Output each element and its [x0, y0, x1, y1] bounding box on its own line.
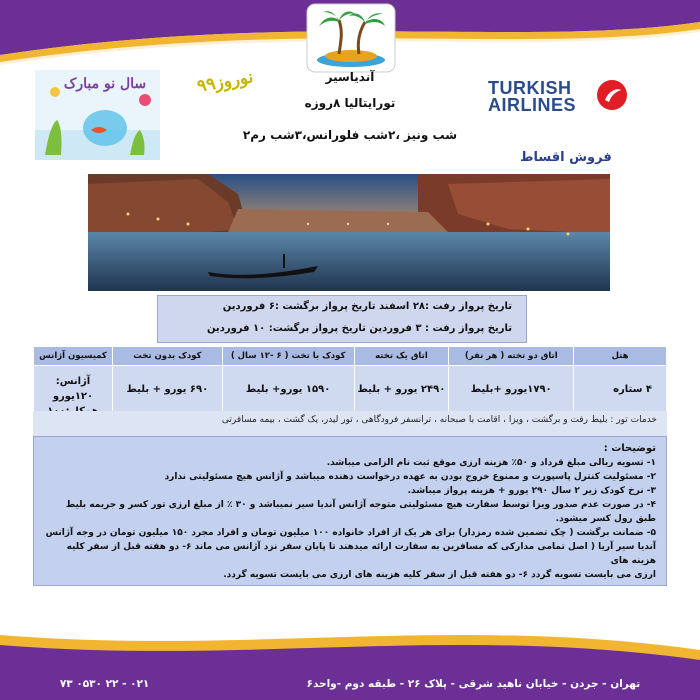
- airline-name: [488, 80, 576, 114]
- note-line-4: ۴- در صورت عدم صدور ویزا توسط سفارت هیچ مسئولیتی متوجه آژانس آندیا سیر نمیباشد و ۳۰ ٪ از مبلغ ارزی تور کسر و جریمه بلیط طبق رول کسر میشود.: [65, 500, 656, 524]
- cell-child-bed-price: ۱۵۹۰ یورو+ بلیط: [222, 366, 354, 435]
- note-line-1: ۱- تسویه ریالی مبلغ قرداد و ۵۰٪ هزینه ارزی موقع ثبت نام الزامی میباشد.: [326, 458, 656, 468]
- tour-route: ۲شب ونیز ،۲شب فلورانس،۳شب رم: [242, 128, 458, 142]
- flight-date-line-2: تاریخ پرواز رفت : ۳ فروردین تاریخ پرواز برگشت: ۱۰ فروردین: [206, 323, 512, 334]
- commission-agency: آژانس: ۱۲۰یورو: [52, 376, 94, 402]
- header-double-room: اتاق دو تخته ( هر نفر): [449, 347, 574, 366]
- note-line-2: ۲- مسئولیت کنترل پاسپورت و ممنوع خروج بودن به عهده درخواست دهنده میباشد و آژانس هیچ مسئولیتی ندارد: [164, 472, 656, 482]
- agency-palm-logo: [305, 2, 397, 74]
- header-single-room: اتاق یک تخته: [354, 347, 449, 366]
- cell-child-no-bed-price: ۶۹۰ یورو + بلیط: [112, 366, 222, 435]
- cell-single-price: ۲۴۹۰ یورو + بلیط: [354, 366, 449, 435]
- note-line-3: ۳- نرخ کودک زیر ۲ سال ۲۹۰ یورو + هزینه پرواز میباشد.: [407, 486, 656, 496]
- tour-title: تورایتالیا ۸روزه: [304, 96, 396, 110]
- cell-double-price: ۱۷۹۰یورو +بلیط: [449, 366, 574, 435]
- flight-dates-box: [157, 295, 527, 343]
- flight-date-line-1: تاریخ پرواز رفت :۲۸ اسفند تاریخ پرواز برگشت :۶ فروردین: [222, 301, 512, 312]
- installment-sale-label: فروش اقساط: [520, 150, 612, 165]
- header-child-with-bed: کودک با تخت ( ۶ -۱۲ سال ): [222, 347, 354, 366]
- price-table-header-row: [34, 347, 667, 366]
- note-line-5: ۵- ضمانت برگشت ( چک تضمین شده رمزدار) برای هر یک از افراد خانواده ۱۰۰ میلیون تومان و افراد مجرد ۱۵۰ میلیون تومان در وجه آژانس: [45, 528, 656, 538]
- airline-name-line1: TURKISH: [488, 78, 572, 98]
- header-agency-commission: کمیسیون آژانس: [34, 347, 113, 366]
- airline-name-line2: AIRLINES: [488, 95, 577, 115]
- notes-box: [33, 436, 667, 586]
- header-child-no-bed: کودک بدون تخت: [112, 347, 222, 366]
- note-line-7: ارزی می بایست تسویه گردد ۶- دو هفته قبل از سفر کلیه هزینه های ارزی می بایست تسویه گردد.: [223, 570, 656, 580]
- nowruz-99-label: نوروز۹۹: [195, 67, 255, 97]
- header-hotel: هتل: [574, 347, 667, 366]
- venice-grand-canal-photo: [88, 174, 610, 291]
- tour-services: خدمات تور : بلیط رفت و برگشت ، ویزا ، اقامت با صبحانه ، ترانسفر فرودگاهی ، تور لیدر، یک گشت ، بیمه مسافرتی: [33, 411, 667, 436]
- note-line-6: آندیا سیر آریا ( اصل تمامی مدارکی که مسافرین به سفارت ارائه میدهند تا پایان سفر نزد آژانس می ماند ۶- دو هفته قبل از سفر کلیه هزینه های: [66, 542, 656, 566]
- footer-address-phone: تهران - جردن - خیابان ناهید شرقی - پلاک ۲۶ - طبقه دوم -واحد۶ ۰۲۱ - ۲۲ ۰۵۳۰ ۷۳: [59, 678, 641, 690]
- cell-hotel-stars: ۴ ستاره: [574, 366, 667, 435]
- notes-title: توضیحات :: [603, 443, 656, 454]
- agency-name: آندیاسیر: [325, 70, 375, 84]
- turkish-airlines-logo-icon: [597, 80, 627, 110]
- nowruz-card-text: سال نو مبارک: [63, 76, 147, 92]
